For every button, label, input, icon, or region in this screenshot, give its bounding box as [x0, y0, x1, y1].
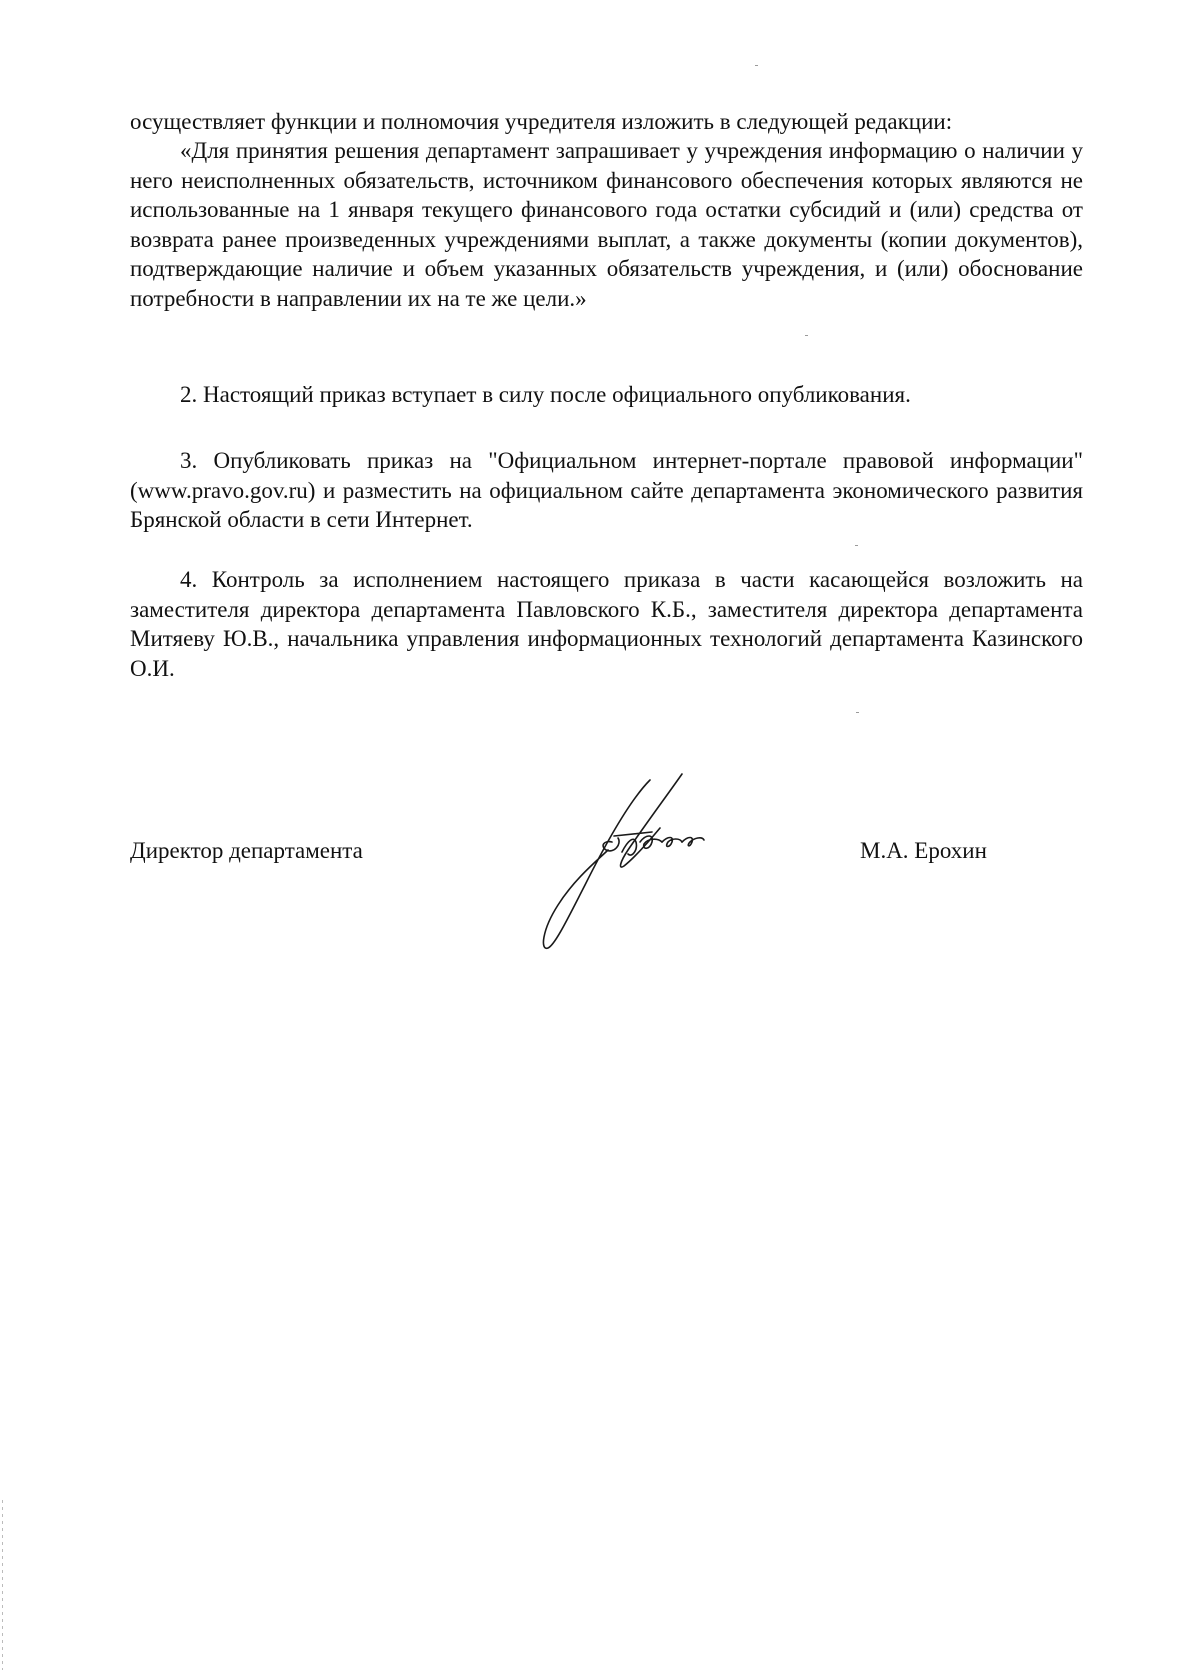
- intro-paragraph: осуществляет функции и полномочия учредителя изложить в следующей редакции:: [130, 109, 953, 134]
- item-4-paragraph: 4. Контроль за исполнением настоящего приказа в части касающейся возложить на заместителя директора департамента Павловского К.Б., заместителя директора департамента Митяеву Ю.В., начальника управления информационных технологий департамента Казинского О.И.: [130, 567, 1083, 681]
- quoted-amendment-paragraph: «Для принятия решения департамент запрашивает у учреждения информацию о наличии у него неисполненных обязательств, источником финансового обеспечения которых являются не использованные на 1 января текущего финансового года остатки субсидий и (или) средства от возврата ранее произведенных учреждениями выплат, а также документы (копии документов), подтверждающие наличие и объем указанных обязательств учреждения, и (или) обоснование потребности в направлении их на те же цели.»: [130, 138, 1083, 311]
- item-3-paragraph: 3. Опубликовать приказ на "Официальном интернет-портале правовой информации" (www.pravo.gov.ru) и разместить на официальном сайте департамента экономического развития Брянской области в сети Интернет.: [130, 448, 1083, 532]
- scan-speck: [755, 65, 758, 66]
- handwritten-signature: [530, 770, 750, 960]
- signatory-name: М.А. Ерохин: [860, 838, 987, 863]
- scan-speck: [856, 712, 859, 713]
- scan-speck: [805, 335, 808, 336]
- signatory-title: Директор департамента: [130, 838, 363, 863]
- scan-speck: [855, 545, 858, 546]
- scan-edge-artifact: [2, 1500, 3, 1670]
- item-2-paragraph: 2. Настоящий приказ вступает в силу после официального опубликования.: [180, 382, 911, 407]
